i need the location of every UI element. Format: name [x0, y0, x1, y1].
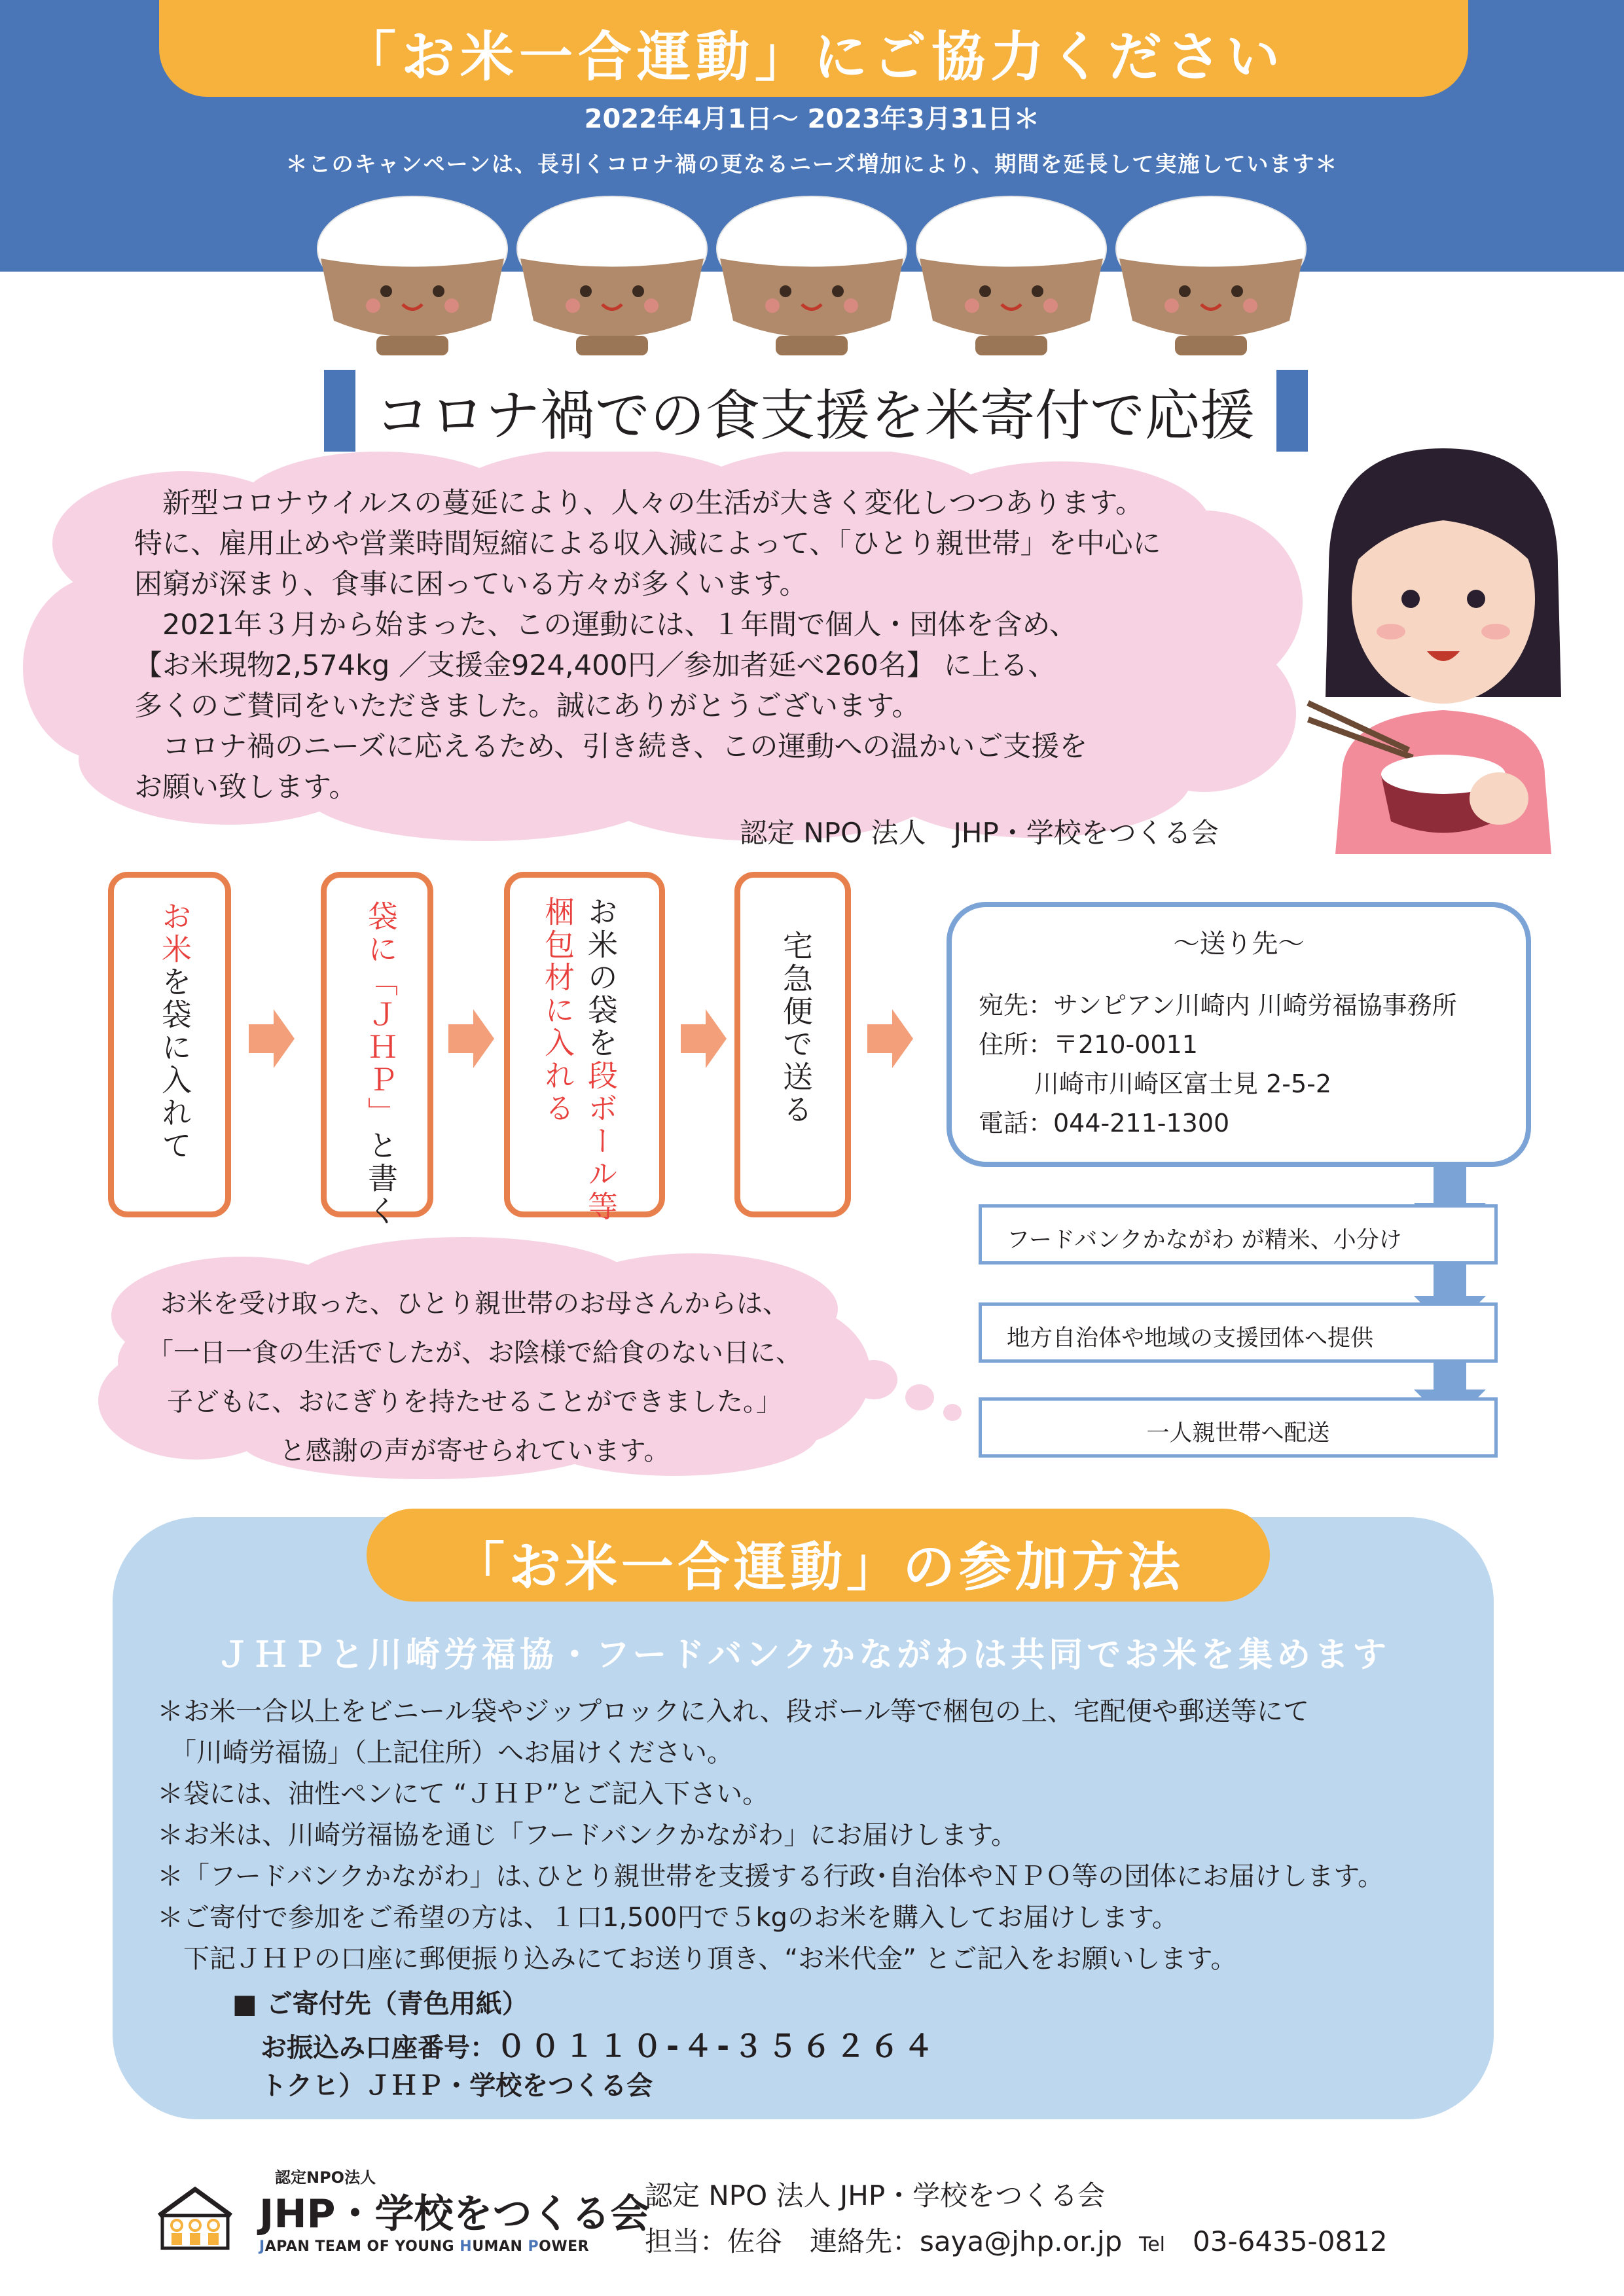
flow-step-2-text: 地方自治体や地域の支援団体へ提供	[1007, 1325, 1374, 1352]
intro-line: 特に、雇用止めや営業時間短縮による収入減によって、「ひとり親世帯」を中心に	[134, 528, 1161, 560]
campaign-period: 2022年4月1日～ 2023年3月31日＊	[584, 104, 1040, 134]
logo-subtitle: 認定NPO法人	[275, 2168, 376, 2187]
rice-bowl-icon	[514, 187, 710, 363]
flow-step-3-text: 一人親世帯へ配送	[1146, 1420, 1330, 1446]
footer-phone	[1139, 2220, 1388, 2259]
tel-label: Tel	[1139, 2233, 1166, 2256]
tel-number: 03-6435-0812	[1193, 2225, 1388, 2257]
step3-line2: 梱包材に入れる	[540, 896, 575, 1125]
step-card-1	[108, 872, 231, 1217]
rice-bowl-icon	[913, 187, 1110, 363]
account-number: ００１１０-４-３５６２６４	[496, 2028, 938, 2064]
arrow-right-icon	[867, 1006, 913, 1071]
step1-text: を袋に入れて	[157, 966, 192, 1162]
destination-phone: 電話：044-211-1300	[979, 1109, 1230, 1138]
donation-heading: ■ ご寄付先（青色用紙）	[232, 1989, 528, 2019]
intro-line: 【お米現物2,574kg ／支援金924,400円／参加者延べ260名】 に上る、	[134, 649, 1056, 682]
testimonial-line: お米を受け取った、ひとり親世帯のお母さんからは、	[160, 1289, 789, 1319]
intro-line: 新型コロナウイルスの蔓延により、人々の生活が大きく変化しつつあります。	[134, 487, 1144, 520]
step-card-4	[734, 872, 851, 1217]
step3-line1: お米の袋を	[583, 896, 619, 1060]
step-card-3	[504, 872, 665, 1223]
intro-signature: 認定 NPO 法人 JHP・学校をつくる会	[740, 817, 1219, 849]
intro-text	[134, 483, 1260, 808]
method-item: ＊お米一合以上をビニール袋やジップロックに入れ、段ボール等で梱包の上、宅配便や郵送等にて	[157, 1696, 1309, 1727]
extension-note: ＊このキャンペーンは、長引くコロナ禍の更なるニーズ増加により、期間を延長して実施しています＊	[285, 151, 1339, 177]
flow-step-1	[979, 1204, 1498, 1265]
logo-english: JAPAN TEAM OF YOUNG HUMAN POWER	[259, 2238, 590, 2255]
testimonial-text	[111, 1280, 838, 1476]
flow-step-2	[979, 1302, 1498, 1363]
destination-address: 川崎市川崎区富士見 2-5-2	[1034, 1069, 1332, 1098]
intro-line: 多くのご賛同をいただきました。誠にありがとうございます。	[134, 690, 920, 723]
method-item: ＊「フードバンクかながわ」は､ひとり親世帯を支援する行政･自治体やＮＰＯ等の団体にお届けします。	[157, 1861, 1384, 1892]
method-item: 「川崎労福協」（上記住所）へお届けください。	[157, 1738, 733, 1768]
footer-organization: 認定 NPO 法人 JHP・学校をつくる会	[645, 2179, 1106, 2212]
step1-highlight: お米	[157, 901, 192, 966]
method-item: ＊ご寄付で参加をご希望の方は、１口1,500円で５kgのお米を購入してお届けします。	[157, 1903, 1178, 1933]
destination-postal: 住所：〒210‐0011	[979, 1030, 1198, 1059]
arrow-right-icon	[681, 1006, 727, 1071]
heading-bar-left	[324, 370, 355, 452]
destination-addressee: 宛先：サンピアン川崎内 川崎労福協事務所	[979, 991, 1457, 1020]
participation-title: 「お米一合運動」の参加方法	[452, 1537, 1184, 1598]
testimonial-line: 「一日一食の生活でしたが、お陰様で給食のない日に、	[147, 1338, 802, 1368]
intro-line: コロナ禍のニーズに応えるため、引き続き、この運動への温かいご支援を	[134, 730, 1088, 763]
flow-step-1-text: フードバンクかながわ が精米、小分け	[1007, 1227, 1402, 1253]
step2-highlight: 袋に「ＪＨＰ」	[363, 901, 399, 1130]
intro-line: お願い致します。	[134, 771, 357, 804]
step-card-2	[321, 872, 433, 1228]
method-item: 下記ＪＨＰの口座に郵便振り込みにてお送り頂き、“お米代金” とご記入をお願いします。	[157, 1944, 1237, 1974]
donation-account	[261, 2022, 937, 2066]
testimonial-line: と感謝の声が寄せられています。	[279, 1436, 670, 1466]
logo-icon	[156, 2186, 234, 2251]
method-item: ＊お米は、川崎労福協を通じ「フードバンクかながわ」にお届けします。	[157, 1820, 1017, 1850]
logo-name: JHP・学校をつくる会	[259, 2191, 650, 2237]
rice-bowl-icon	[314, 187, 511, 363]
rice-bowl-icon	[1113, 187, 1309, 363]
footer-contact: 担当：佐谷 連絡先：saya@jhp.or.jp	[645, 2225, 1123, 2257]
intro-line: 2021年３月から始まった、この運動には、１年間で個人・団体を含め、	[134, 609, 1077, 641]
account-label: お振込み口座番号：	[261, 2033, 496, 2063]
step2-text: と書く	[363, 1130, 399, 1228]
intro-line: 困窮が深まり、食事に困っている方々が多くいます。	[134, 568, 808, 601]
rice-bowl-icon	[713, 187, 910, 363]
flow-step-3	[979, 1397, 1498, 1458]
destination-title: ～送り先～	[1173, 929, 1305, 959]
arrow-right-icon	[249, 1006, 295, 1071]
participation-subhead: ＪＨＰと川崎労福協・フードバンクかながわは共同でお米を集めます	[215, 1636, 1391, 1675]
step3-line1-highlight: 段ボール等	[583, 1060, 619, 1223]
account-name: トクヒ）ＪＨＰ・学校をつくる会	[261, 2071, 653, 2101]
arrow-right-icon	[448, 1006, 494, 1071]
girl-eating-illustration	[1303, 435, 1584, 854]
section-heading: コロナ禍での食支援を米寄付で応援	[374, 384, 1255, 448]
method-item: ＊袋には、油性ペンにて “ＪＨＰ”とご記入下さい。	[157, 1779, 769, 1809]
rice-bowls-illustration	[314, 187, 1309, 376]
page-title: 「お米一合運動」にご協力ください	[342, 26, 1285, 88]
testimonial-line: 子どもに、おにぎりを持たせることができました。」	[167, 1387, 782, 1417]
step4-text: 宅急便で送る	[778, 930, 814, 1126]
